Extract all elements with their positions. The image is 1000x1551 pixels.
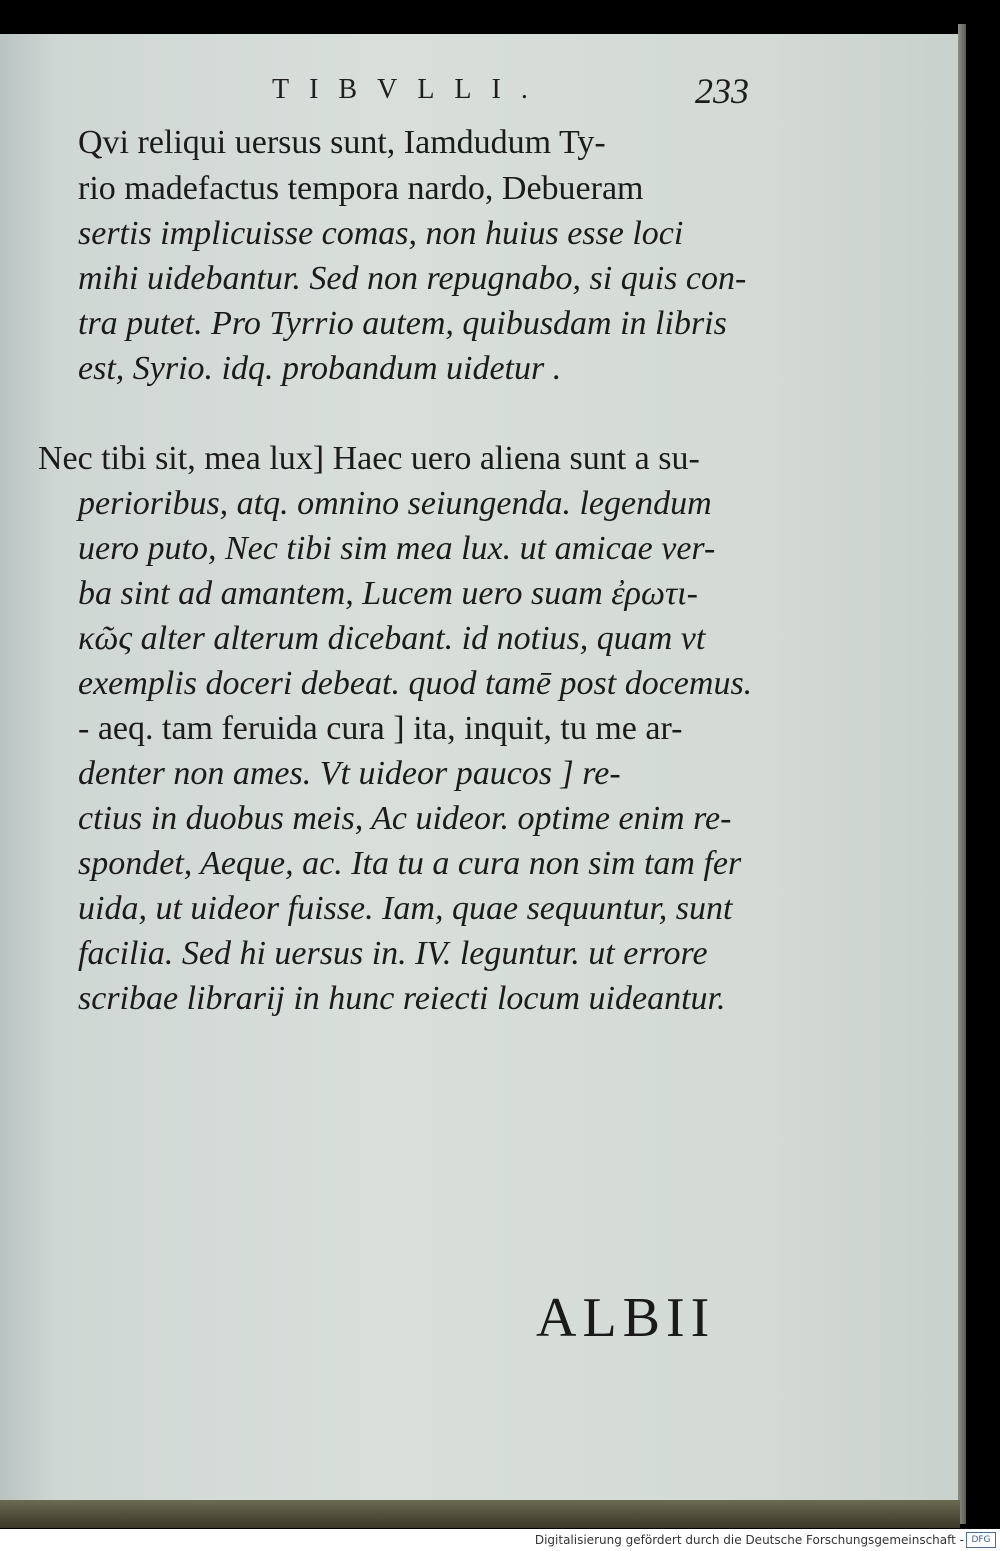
text-line: rio madefactus tempora nardo, Debueram — [78, 170, 644, 207]
dfg-logo: DFG — [966, 1532, 996, 1548]
text-line: scribae librarij in hunc reiecti locum uideantur. — [78, 980, 726, 1017]
catchword: ALBII — [536, 1287, 716, 1349]
text-line: Nec tibi sit, mea lux] Haec uero aliena sunt a su- — [38, 440, 700, 477]
text-line: - aeq. tam feruida cura ] ita, inquit, tu me ar- — [78, 710, 683, 747]
text-line: est, Syrio. idq. probandum uidetur . — [78, 350, 562, 387]
running-title: TIBVLLI. — [272, 74, 548, 105]
text-line: Qvi reliqui uersus sunt, Iamdudum Ty- — [78, 124, 606, 161]
text-line: uero puto, Nec tibi sim mea lux. ut amicae ver- — [78, 530, 716, 567]
text-line: mihi uidebantur. Sed non repugnabo, si quis con- — [78, 260, 747, 297]
text-line: sertis implicuisse comas, non huius esse loci — [78, 215, 684, 252]
text-line: κῶς alter alterum dicebant. id notius, quam vt — [78, 620, 706, 657]
body-text — [0, 34, 958, 1516]
text-line: tra putet. Pro Tyrrio autem, quibusdam in libris — [78, 305, 727, 342]
text-line: perioribus, atq. omnino seiungenda. legendum — [78, 485, 712, 522]
text-line: denter non ames. Vt uideor paucos ] re- — [78, 755, 621, 792]
text-line: spondet, Aeque, ac. Ita tu a cura non sim tam fer — [78, 845, 742, 882]
text-line: ba sint ad amantem, Lucem uero suam ἐρωτι- — [78, 575, 698, 612]
footer-bar — [0, 1529, 1000, 1551]
book-page — [0, 34, 958, 1516]
text-line — [78, 393, 763, 435]
scan-lower-edge — [0, 1500, 960, 1528]
footer-credit: Digitalisierung gefördert durch die Deutsche Forschungsgemeinschaft - — [534, 1533, 964, 1547]
page-edge — [958, 24, 966, 1524]
page-number: 233 — [695, 71, 749, 111]
text-line: facilia. Sed hi uersus in. IV. leguntur. ut errore — [78, 935, 708, 972]
text-line: exemplis doceri debeat. quod tamē post docemus. — [78, 665, 753, 702]
text-line: uida, ut uideor fuisse. Iam, quae sequuntur, sunt — [78, 890, 733, 927]
text-line: ctius in duobus meis, Ac uideor. optime enim re- — [78, 800, 732, 837]
